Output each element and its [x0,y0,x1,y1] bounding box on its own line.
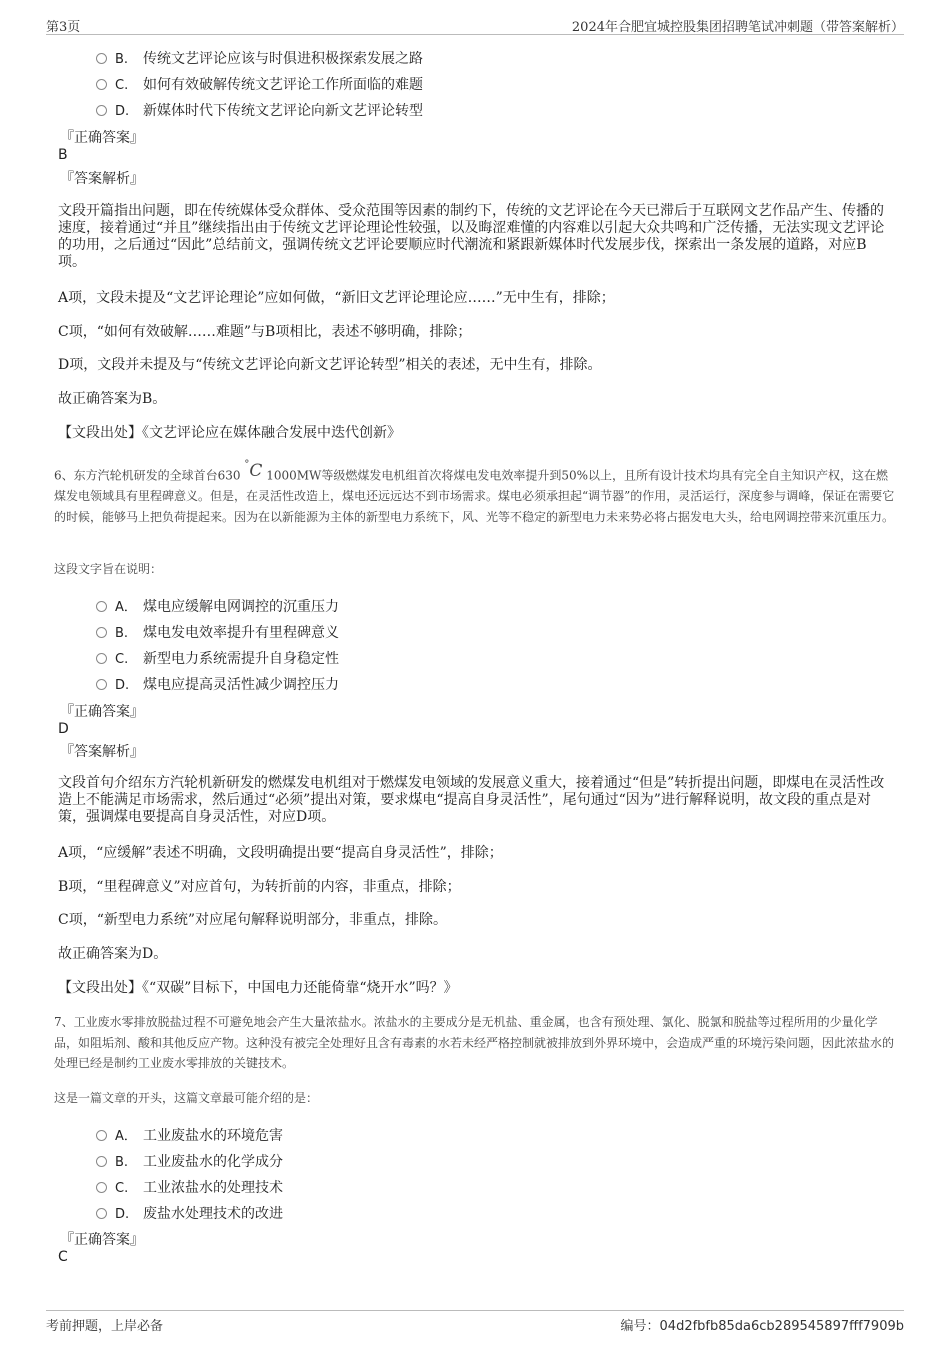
q7-answer: C [58,1249,68,1265]
q7-text: 7、工业废水零排放脱盐过程不可避免地会产生大量浓盐水。浓盐水的主要成分是无机盐、重金属，也含有预处理、氯化、脱氯和脱盐等过程所用的少量化学品，如阻垢剂、酸和其他反应产物。这种没有被完全处理好且含有毒素的水若未经严格控制就被排放到外界环境中，会造成严重的环境污染问题，因此浓盐水的处理已经是制约工业废水零排放的关键技术。 [54,1015,895,1070]
q6-stem: 这段文字旨在说明： [54,562,163,576]
footer-serial: 编号：04d2fbfb85da6cb289545897fff7909b [620,1319,904,1334]
radio-icon[interactable] [96,679,107,690]
q5-analysis-label: 『答案解析』 [60,171,144,187]
q5-option-b[interactable]: B. 传统文艺评论应该与时俱进积极探索发展之路 [96,48,423,68]
q7-stem: 这是一篇文章的开头，这篇文章最可能介绍的是： [54,1091,319,1105]
q6-option-c[interactable]: C. 新型电力系统需提升自身稳定性 [96,648,339,668]
q6-item-c: C项，“新型电力系统”对应尾句解释说明部分，非重点，排除。 [58,912,448,928]
q7-option-a[interactable]: A． 工业废盐水的环境危害 [96,1125,283,1145]
q5-conclusion: 故正确答案为B。 [58,391,167,407]
q5-option-d[interactable]: D. 新媒体时代下传统文艺评论向新文艺评论转型 [96,100,423,120]
q5-analysis: 文段开篇指出问题，即在传统媒体受众群体、受众范围等因素的制约下，传统的文艺评论在今天已滞后于互联网文艺作品产生、传播的速度，接着通过“并且”继续指出由于传统文艺评论理论性较强，以及晦涩难懂的内容难以引起大众共鸣和广泛传播，无法实现文艺评论的功用，之后通过“因此”总结前文，强调传统文艺评论要顺应时代潮流和紧跟新媒体时代发展步伐，探索出一条发展的道路，对应B项。 [58,203,885,270]
q6-analysis-label: 『答案解析』 [60,744,144,760]
footer-slogan: 考前押题，上岸必备 [46,1319,164,1334]
q7-answer-label: 『正确答案』 [60,1232,144,1248]
q6-analysis: 文段首句介绍东方汽轮机新研发的燃煤发电机组对于燃煤发电领域的发展意义重大，接着通过“但是”转折提出问题，即煤电在灵活性改造上不能满足市场需求，然后通过“必须”提出对策，要求煤电“提高自身灵活性”，尾句通过“因为”进行解释说明，故文段的重点是对策，强调煤电要提高自身灵活性，对应D项。 [58,775,885,825]
q6-item-b: B项，“里程碑意义”对应首句，为转折前的内容，非重点，排除； [58,879,461,895]
q5-item-a: A项，文段未提及“文艺评论理论”应如何做，“新旧文艺评论理论应……”无中生有，排除； [58,290,615,306]
radio-icon[interactable] [96,1182,107,1193]
radio-icon[interactable] [96,601,107,612]
q5-item-d: D项，文段并未提及与“传统文艺评论向新文艺评论转型”相关的表述，无中生有，排除。 [58,357,602,373]
page-number: 第3页 [46,20,81,35]
radio-icon[interactable] [96,1156,107,1167]
q5-option-c[interactable]: C. 如何有效破解传统文艺评论工作所面临的难题 [96,74,423,94]
q6-option-d[interactable]: D. 煤电应提高灵活性减少调控压力 [96,674,339,694]
radio-icon[interactable] [96,105,107,116]
page-header [46,14,904,35]
radio-icon[interactable] [96,53,107,64]
page-footer [46,1310,904,1335]
q6-option-b[interactable]: B. 煤电发电效率提升有里程碑意义 [96,622,339,642]
q6-conclusion: 故正确答案为D。 [58,946,168,962]
radio-icon[interactable] [96,1130,107,1141]
q7-option-b[interactable]: B. 工业废盐水的化学成分 [96,1151,283,1171]
document-title: 2024年合肥宜城控股集团招聘笔试冲刺题（带答案解析） [571,20,904,35]
q6-source: 【文段出处】《“双碳”目标下，中国电力还能倚靠“烧开水”吗？》 [58,980,458,996]
celsius-symbol: °C [244,459,263,481]
q6-answer-label: 『正确答案』 [60,704,144,720]
q6-answer: D [58,721,69,737]
q7-option-d[interactable]: D. 废盐水处理技术的改进 [96,1203,283,1223]
radio-icon[interactable] [96,1208,107,1219]
radio-icon[interactable] [96,627,107,638]
q5-source: 【文段出处】《文艺评论应在媒体融合发展中迭代创新》 [58,425,401,441]
q5-answer: B [58,147,68,163]
q6-text: 6、东方汽轮机研发的全球首台630 °C 1000MW等级燃煤发电机组首次将煤电发电效率提升到50%以上，且所有设计技术均具有完全自主知识产权，这在燃煤发电领域具有里程碑意义。但是，在灵活性改造上，煤电还远远达不到市场需求。煤电必须承担起“调节器”的作用，灵活运行，深度参与调峰，保证在需要它的时候，能够马上把负荷提起来。因为在以新能源为主体的新型电力系统下，风、光等不稳定的新型电力未来势必将占据发电大头，给电网调控带来沉重压力。 [54,459,895,524]
radio-icon[interactable] [96,79,107,90]
q7-option-c[interactable]: C. 工业浓盐水的处理技术 [96,1177,283,1197]
q6-item-a: A项，“应缓解”表述不明确，文段明确提出要“提高自身灵活性”，排除； [58,845,503,861]
radio-icon[interactable] [96,653,107,664]
q5-answer-label: 『正确答案』 [60,130,144,146]
q5-item-c: C项，“如何有效破解……难题”与B项相比，表述不够明确，排除； [58,324,472,340]
q6-option-a[interactable]: A． 煤电应缓解电网调控的沉重压力 [96,596,339,616]
